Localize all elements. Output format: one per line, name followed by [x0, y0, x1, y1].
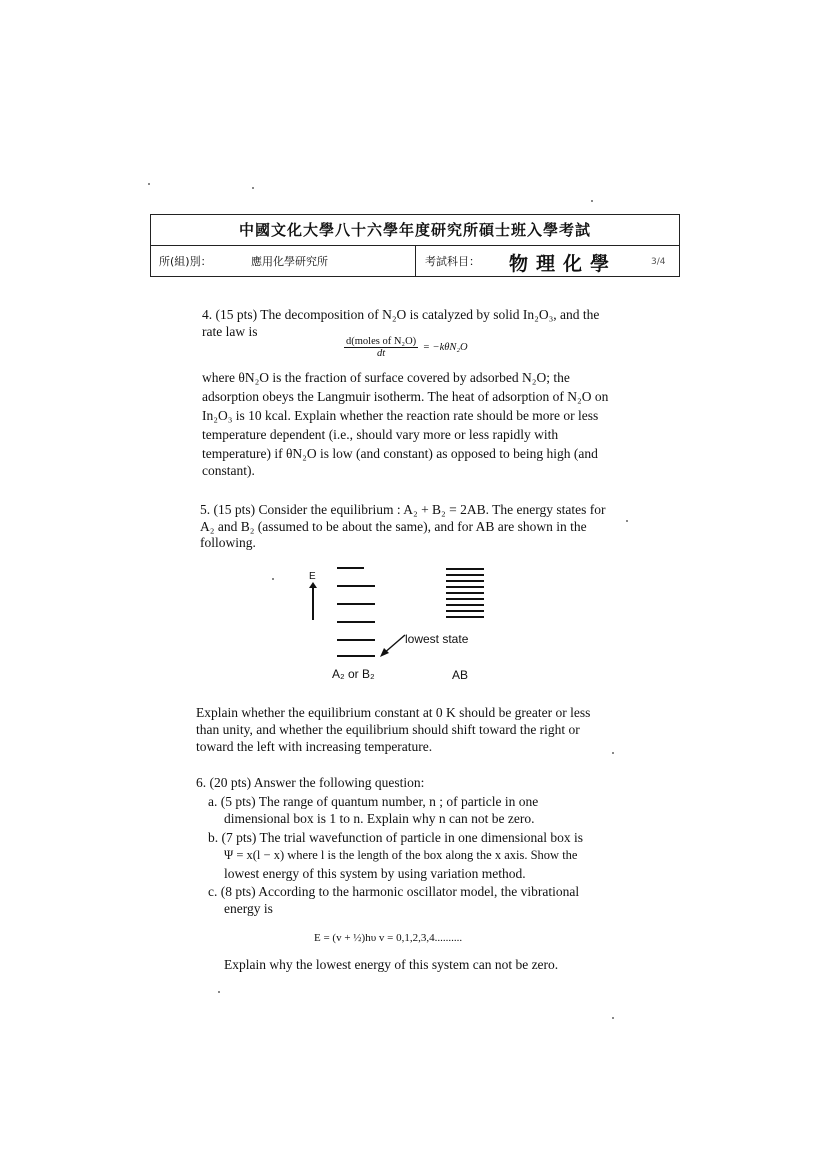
ab-level — [446, 568, 484, 570]
a2-level — [337, 621, 375, 623]
energy-axis-arrowhead — [309, 582, 317, 588]
department-cell — [151, 245, 416, 277]
q6b-line-1: b. (7 pts) The trial wavefunction of particle in one dimensional box is — [208, 830, 584, 845]
rate-numerator: d(moles of N₂O) — [346, 336, 417, 347]
exam-info-row — [151, 245, 679, 277]
ab-level — [446, 604, 484, 606]
ab-level — [446, 580, 484, 582]
q6-intro: 6. (20 pts) Answer the following question: — [196, 775, 425, 790]
q6a-line-2: dimensional box is 1 to n. Explain why n can not be zero. — [224, 811, 535, 826]
rate-rhs: = −kθN₂O — [422, 341, 468, 353]
rate-denominator: dt — [376, 348, 386, 359]
ab-level — [446, 592, 484, 594]
q6c-energy-equation: E = (v + ½)hυ v = 0,1,2,3,4.......... — [314, 932, 463, 944]
q4-line-3: where θN₂O is the fraction of surface covered by adsorbed N₂O; the — [202, 370, 570, 385]
q6b-line-2: Ψ = x(l − x) where l is the length of the box along the x axis. Show the — [224, 848, 578, 862]
ab-level — [446, 598, 484, 600]
q6b-line-3: lowest energy of this system by using variation method. — [224, 866, 526, 881]
scan-speck — [252, 187, 254, 189]
lowest-state-pointer-arrow — [378, 632, 408, 660]
energy-axis-line — [312, 586, 314, 620]
q6c-line-2: energy is — [224, 901, 273, 916]
energy-axis-label: E — [309, 571, 316, 582]
lowest-state-label: lowest state — [405, 632, 469, 646]
scan-speck — [591, 200, 593, 202]
q5-line-2: A₂ and B₂ (assumed to be about the same), and for AB are shown in the — [200, 519, 587, 534]
q4-line-4: adsorption obeys the Langmuir isotherm. The heat of adsorption of N₂O on — [202, 389, 609, 404]
q4-line-7: temperature) if θN₂O is low (and constant) as opposed to being high (and — [202, 446, 598, 461]
a2-level — [337, 585, 375, 587]
scan-speck — [612, 752, 614, 754]
q5-line-1: 5. (15 pts) Consider the equilibrium : A₂ + B₂ = 2AB. The energy states for — [200, 502, 606, 517]
department-label: 所(組)別： — [159, 255, 212, 268]
scan-speck — [218, 991, 220, 993]
q4-rate-equation — [344, 336, 468, 359]
ab-level — [446, 574, 484, 576]
ab-level — [446, 586, 484, 588]
ab-level — [446, 610, 484, 612]
scan-speck — [626, 520, 628, 522]
q5-after-line-2: than unity, and whether the equilibrium should shift toward the right or — [196, 722, 580, 737]
exam-header — [150, 214, 680, 277]
page-mark: 3/4 — [651, 257, 666, 267]
a2-level — [337, 567, 364, 569]
q4-line-2: rate law is — [202, 324, 258, 339]
scan-speck — [148, 183, 150, 185]
q5-after-line-3: toward the left with increasing temperature. — [196, 739, 433, 754]
subject-label: 考試科目： — [425, 255, 480, 268]
a2-lowest-level — [337, 655, 375, 657]
scan-speck — [612, 1017, 614, 1019]
subject-value: 物理化學 — [509, 253, 618, 275]
q4-line-1: 4. (15 pts) The decomposition of N₂O is catalyzed by solid In₂O₃, and the — [202, 307, 600, 322]
q4-line-8: constant). — [202, 463, 255, 478]
q6a-line-1: a. (5 pts) The range of quantum number, n ; of particle in one — [208, 794, 539, 809]
a2-level — [337, 639, 375, 641]
a2-b2-label: A₂ or B₂ — [332, 667, 375, 681]
department-value: 應用化學研究所 — [251, 255, 328, 268]
rate-fraction — [344, 336, 418, 359]
exam-title: 中國文化大學八十六學年度研究所碩士班入學考試 — [151, 215, 679, 246]
ab-label: AB — [452, 668, 469, 682]
q6c-last-line: Explain why the lowest energy of this system can not be zero. — [224, 957, 559, 972]
q4-line-5: In₂O₃ is 10 kcal. Explain whether the reaction rate should be more or less — [202, 408, 599, 423]
ab-lowest-level — [446, 616, 484, 618]
q6c-line-1: c. (8 pts) According to the harmonic oscillator model, the vibrational — [208, 884, 580, 899]
q5-after-line-1: Explain whether the equilibrium constant at 0 K should be greater or less — [196, 705, 591, 720]
a2-level — [337, 603, 375, 605]
scan-speck — [272, 578, 274, 580]
q5-line-3: following. — [200, 535, 256, 550]
q4-line-6: temperature dependent (i.e., should vary more or less rapidly with — [202, 427, 559, 442]
